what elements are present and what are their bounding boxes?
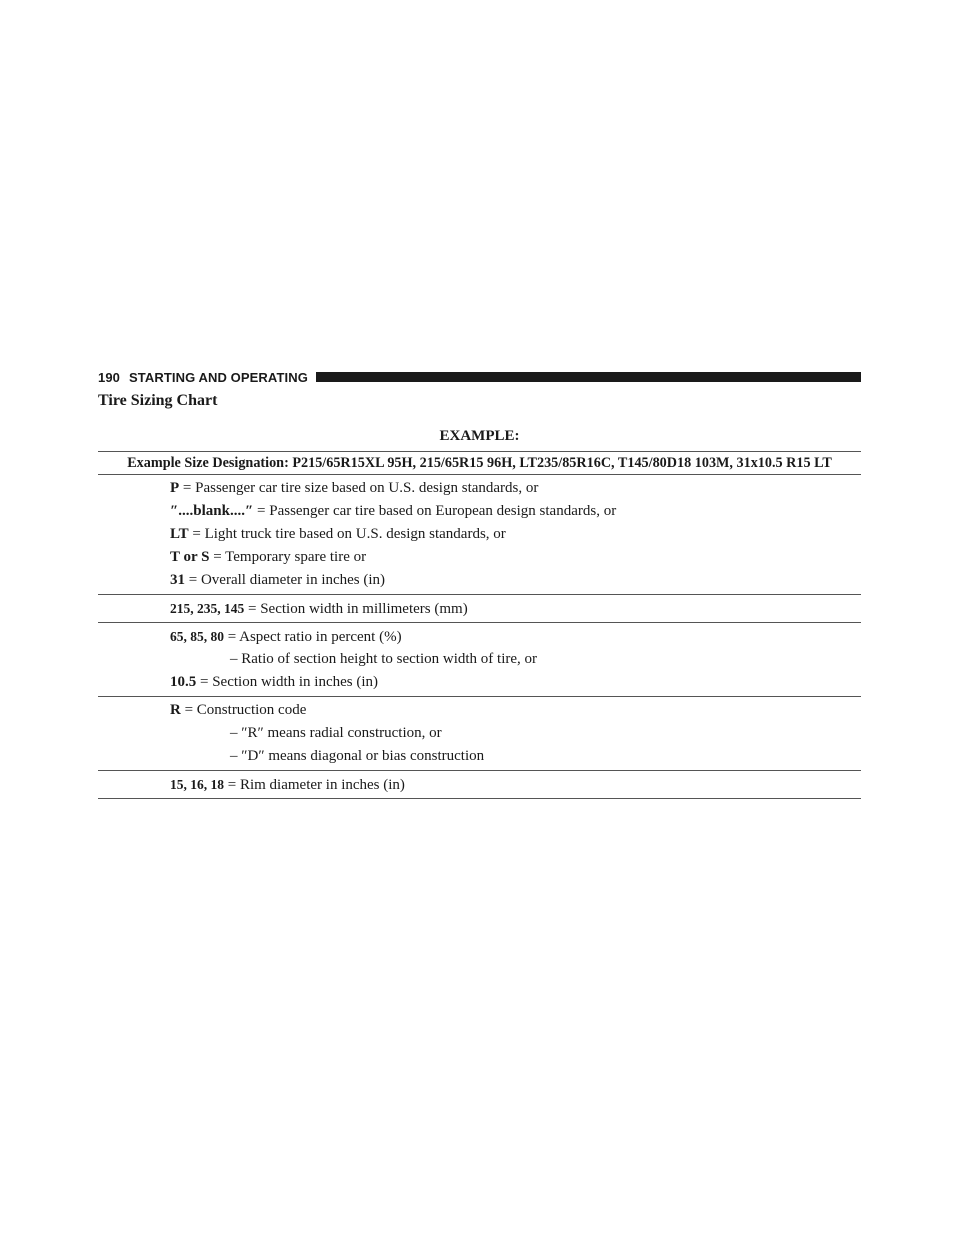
- page-header: [98, 367, 861, 387]
- definition-key: 31: [170, 572, 185, 588]
- definition-text: = Light truck tire based on U.S. design standards, or: [192, 526, 506, 542]
- section-title: Tire Sizing Chart: [98, 392, 218, 409]
- definition-text: – ″D″ means diagonal or bias construction: [230, 748, 485, 764]
- definition-text: – Ratio of section height to section width of tire, or: [230, 651, 538, 667]
- example-size-designation: Example Size Designation: P215/65R15XL 95H, 215/65R15 96H, LT235/85R16C, T145/80D18 103M, 31x10.5 R15 LT: [98, 451, 861, 475]
- definition-key: LT: [170, 526, 189, 542]
- definition-text: = Section width in millimeters (mm): [248, 601, 468, 617]
- definition-text: = Passenger car tire size based on U.S. design standards, or: [182, 480, 539, 496]
- example-label: EXAMPLE:: [439, 428, 520, 444]
- definition-key: 10.5: [170, 674, 197, 690]
- definition-key: T or S: [170, 549, 210, 565]
- definition-row: [98, 523, 861, 546]
- header-rule: [316, 372, 861, 382]
- definition-row: [98, 569, 861, 592]
- definition-text: = Aspect ratio in percent (%): [227, 629, 402, 645]
- definition-text: = Construction code: [184, 702, 307, 718]
- table-group: [98, 771, 861, 799]
- page-number: 190: [98, 369, 120, 385]
- definition-text: = Rim diameter in inches (in): [227, 777, 405, 793]
- definition-key: 215, 235, 145: [170, 601, 245, 616]
- definition-text: = Temporary spare tire or: [213, 549, 367, 565]
- definition-key: R: [170, 702, 181, 718]
- table-group: [98, 475, 861, 595]
- definition-text: – ″R″ means radial construction, or: [230, 725, 442, 741]
- definition-row: [98, 477, 861, 500]
- definition-row: [98, 671, 861, 694]
- table-group: [98, 623, 861, 697]
- definition-text: = Overall diameter in inches (in): [188, 572, 386, 588]
- definition-subline: [98, 745, 861, 768]
- definition-row: [98, 597, 861, 620]
- definition-row: [98, 500, 861, 523]
- definition-text: = Section width in inches (in): [200, 674, 379, 690]
- table-group: [98, 697, 861, 771]
- definition-text: = Passenger car tire based on European design standards, or: [257, 503, 617, 519]
- tire-sizing-table: [98, 475, 861, 799]
- definition-subline: [98, 648, 861, 671]
- page-header-text: [98, 370, 308, 385]
- definition-key: 15, 16, 18: [170, 777, 224, 792]
- definition-row: [98, 546, 861, 569]
- table-group: [98, 595, 861, 623]
- definition-row: [98, 773, 861, 796]
- definition-key: P: [170, 480, 180, 496]
- definition-row: [98, 625, 861, 648]
- definition-key: ″....blank....″: [170, 503, 254, 519]
- definition-row: [98, 699, 861, 722]
- section-name: STARTING AND OPERATING: [129, 369, 308, 385]
- definition-subline: [98, 722, 861, 745]
- definition-key: 65, 85, 80: [170, 629, 224, 644]
